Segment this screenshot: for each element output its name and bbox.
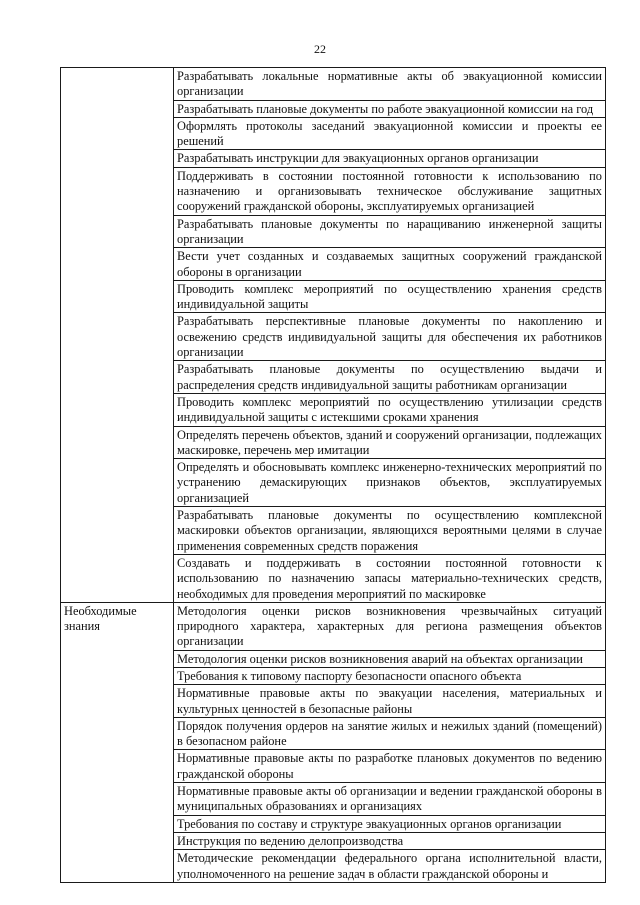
page-number: 22	[314, 42, 326, 56]
table-cell-item: Разрабатывать локальные нормативные акты об эвакуационной комиссии организации	[174, 68, 606, 101]
table-cell-item: Определять и обосновывать комплекс инженерно-технических мероприятий по устранению демаскирующих признаков объектов, эксплуатируемых организацией	[174, 459, 606, 507]
table-cell-item: Оформлять протоколы заседаний эвакуационной комиссии и проекты ее решений	[174, 117, 606, 150]
table-cell-item: Разрабатывать плановые документы по работе эвакуационной комиссии на год	[174, 100, 606, 117]
table-cell-item: Требования по составу и структуре эвакуационных органов организации	[174, 815, 606, 832]
table-cell-item: Инструкция по ведению делопроизводства	[174, 832, 606, 849]
table-cell-item: Разрабатывать плановые документы по осуществлению комплексной маскировки объектов организации, являющихся вероятными целями в случае применения современных средств поражения	[174, 507, 606, 555]
table-cell-item: Методические рекомендации федерального органа исполнительной власти, уполномоченного на решение задач в области гражданской обороны и	[174, 850, 606, 883]
table-cell-item: Разрабатывать перспективные плановые документы по накоплению и освежению средств индивидуальной защиты для обеспечения их работников организации	[174, 313, 606, 361]
table-cell-item: Методология оценки рисков возникновения чрезвычайных ситуаций природного характера, характерных для региона размещения объектов организации	[174, 602, 606, 650]
table-cell-item: Нормативные правовые акты по разработке плановых документов по ведению гражданской обороны	[174, 750, 606, 783]
table-cell-item: Методология оценки рисков возникновения аварий на объектах организации	[174, 650, 606, 667]
table-cell-item: Определять перечень объектов, зданий и сооружений организации, подлежащих маскировке, перечень мер имитации	[174, 426, 606, 459]
table-cell-item: Проводить комплекс мероприятий по осуществлению хранения средств индивидуальной защиты	[174, 280, 606, 313]
section-label: Необходимые знания	[61, 602, 174, 882]
table-cell-item: Разрабатывать инструкции для эвакуационных органов организации	[174, 150, 606, 167]
table-cell-item: Нормативные правовые акты об организации и ведении гражданской обороны в муниципальных образованиях и организациях	[174, 783, 606, 816]
table-cell-item: Вести учет созданных и создаваемых защитных сооружений гражданской обороны в организации	[174, 248, 606, 281]
table-cell-item: Поддерживать в состоянии постоянной готовности к использованию по назначению и организовывать техническое обслуживание защитных сооружений гражданской обороны, эксплуатируемых организацией	[174, 167, 606, 215]
table-cell-item: Проводить комплекс мероприятий по осуществлению утилизации средств индивидуальной защиты с истекшими сроками хранения	[174, 393, 606, 426]
table-row	[61, 602, 606, 650]
competency-table	[60, 67, 606, 883]
section-label	[61, 68, 174, 603]
table-row	[61, 68, 606, 101]
table-cell-item: Разрабатывать плановые документы по наращиванию инженерной защиты организации	[174, 215, 606, 248]
table-cell-item: Требования к типовому паспорту безопасности опасного объекта	[174, 667, 606, 684]
table-cell-item: Разрабатывать плановые документы по осуществлению выдачи и распределения средств индивидуальной защиты работникам организации	[174, 361, 606, 394]
table-cell-item: Нормативные правовые акты по эвакуации населения, материальных и культурных ценностей в безопасные районы	[174, 685, 606, 718]
table-cell-item: Порядок получения ордеров на занятие жилых и нежилых зданий (помещений) в безопасном районе	[174, 717, 606, 750]
table-cell-item: Создавать и поддерживать в состоянии постоянной готовности к использованию по назначению запасы материально-технических средств, необходимых для проведения мероприятий по маскировке	[174, 554, 606, 602]
